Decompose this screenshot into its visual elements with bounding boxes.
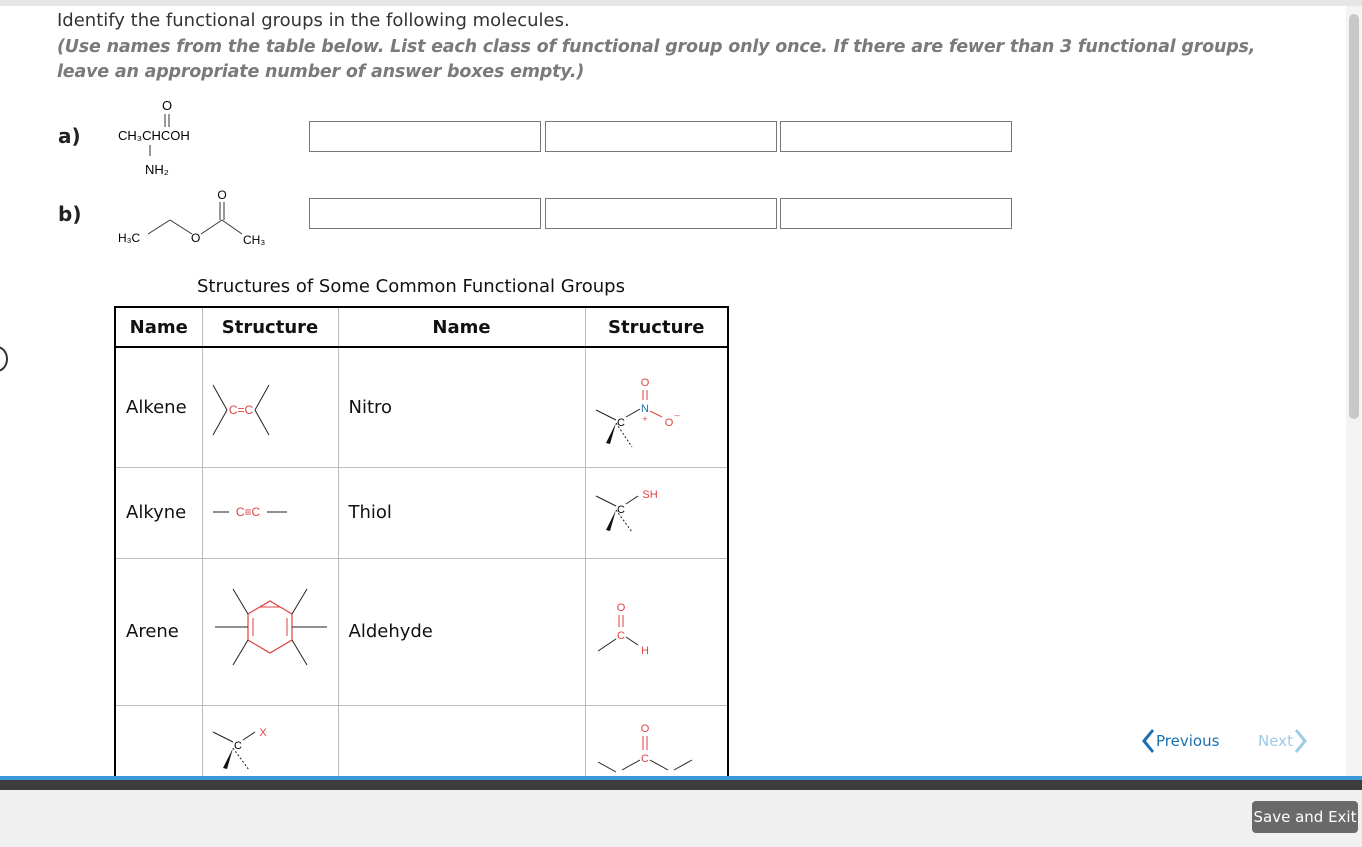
nitro-structure-icon bbox=[586, 355, 727, 455]
question-instructions: (Use names from the table below. List each class of functional group only once. If there are fewer than 3 functional groups, leave an appropriate number of answer boxes empty.) bbox=[57, 37, 1256, 82]
nitro-minus: – bbox=[674, 409, 680, 420]
vertical-scrollbar[interactable] bbox=[1346, 6, 1362, 776]
group-name-aldehyde: Aldehyde bbox=[338, 558, 585, 705]
molecule-a-main: CH₃CHCOH bbox=[118, 128, 190, 143]
table-row bbox=[115, 558, 728, 705]
ketone-c: C bbox=[640, 752, 649, 765]
aldehyde-structure-icon bbox=[586, 559, 727, 699]
aldehyde-c: C bbox=[616, 630, 625, 642]
molecule-a-o: O bbox=[161, 98, 173, 113]
header-name-2: Name bbox=[338, 307, 585, 347]
alkene-structure bbox=[202, 347, 338, 467]
thiol-sh: SH bbox=[642, 489, 658, 501]
previous-label: Previous bbox=[1156, 732, 1220, 750]
nitro-n: N bbox=[640, 402, 649, 415]
aldehyde-h: H bbox=[640, 645, 649, 657]
group-name-arene: Arene bbox=[115, 558, 202, 705]
answer-a-3[interactable] bbox=[780, 121, 1012, 152]
ketone-structure-icon bbox=[586, 706, 727, 786]
alkene-label: C=C bbox=[228, 402, 254, 417]
nitro-structure bbox=[585, 347, 728, 467]
arene-structure bbox=[202, 558, 338, 705]
functional-groups-table bbox=[114, 306, 729, 826]
alkyne-label: C≡C bbox=[235, 505, 261, 519]
arene-structure-icon bbox=[203, 559, 337, 699]
table-header-row bbox=[115, 307, 728, 347]
group-name-thiol: Thiol bbox=[338, 467, 585, 558]
answer-a-2[interactable] bbox=[545, 121, 777, 152]
thiol-c: C bbox=[616, 504, 625, 516]
save-and-exit-button[interactable]: Save and Exit bbox=[1252, 801, 1358, 833]
question-content bbox=[0, 6, 1346, 776]
aldehyde-o: O bbox=[616, 602, 626, 614]
molecule-a-nh2: NH₂ bbox=[145, 162, 169, 177]
group-name-alkene: Alkene bbox=[115, 347, 202, 467]
nitro-o-top: O bbox=[640, 376, 650, 389]
previous-button[interactable] bbox=[1140, 728, 1219, 754]
group-name-nitro: Nitro bbox=[338, 347, 585, 467]
answer-b-1[interactable] bbox=[309, 198, 541, 229]
nitro-o-right: O bbox=[664, 416, 674, 429]
header-structure-1: Structure bbox=[202, 307, 338, 347]
thiol-structure bbox=[585, 467, 728, 558]
table-row bbox=[115, 347, 728, 467]
group-name-alkyne: Alkyne bbox=[115, 467, 202, 558]
part-a-label: a) bbox=[58, 124, 81, 148]
table-row bbox=[115, 467, 728, 558]
scrollbar-thumb[interactable] bbox=[1349, 14, 1359, 419]
alkene-structure-icon bbox=[203, 355, 337, 455]
part-b-label: b) bbox=[58, 202, 82, 226]
footer-dark-band bbox=[0, 780, 1362, 790]
chevron-right-icon bbox=[1295, 728, 1309, 754]
nitro-c: C bbox=[616, 416, 625, 429]
nitro-plus: + bbox=[642, 413, 648, 424]
answer-b-2[interactable] bbox=[545, 198, 777, 229]
next-button[interactable] bbox=[1258, 728, 1309, 754]
molecule-b-ch3: CH₃ bbox=[243, 233, 266, 247]
chevron-left-icon bbox=[1140, 728, 1154, 754]
molecule-b-carbonyl-o: O bbox=[217, 188, 227, 202]
halide-c: C bbox=[234, 739, 242, 752]
table-caption: Structures of Some Common Functional Groups bbox=[197, 276, 625, 297]
alkyne-structure bbox=[202, 467, 338, 558]
header-structure-2: Structure bbox=[585, 307, 728, 347]
answer-a-1[interactable] bbox=[309, 121, 541, 152]
halide-structure-icon bbox=[203, 706, 337, 786]
answer-b-3[interactable] bbox=[780, 198, 1012, 229]
molecule-b-structure bbox=[112, 180, 282, 250]
next-label: Next bbox=[1258, 732, 1293, 750]
molecule-a-structure bbox=[112, 94, 222, 180]
halide-x: X bbox=[259, 726, 267, 739]
molecule-b-ring-o: O bbox=[191, 231, 201, 245]
molecule-b-h3c: H₃C bbox=[118, 231, 141, 245]
footer-bar bbox=[0, 790, 1362, 847]
alkyne-structure-icon bbox=[203, 470, 337, 550]
header-name-1: Name bbox=[115, 307, 202, 347]
thiol-structure-icon bbox=[586, 470, 727, 550]
ketone-o: O bbox=[640, 722, 650, 735]
aldehyde-structure bbox=[585, 558, 728, 705]
question-title: Identify the functional groups in the following molecules. bbox=[57, 10, 570, 31]
